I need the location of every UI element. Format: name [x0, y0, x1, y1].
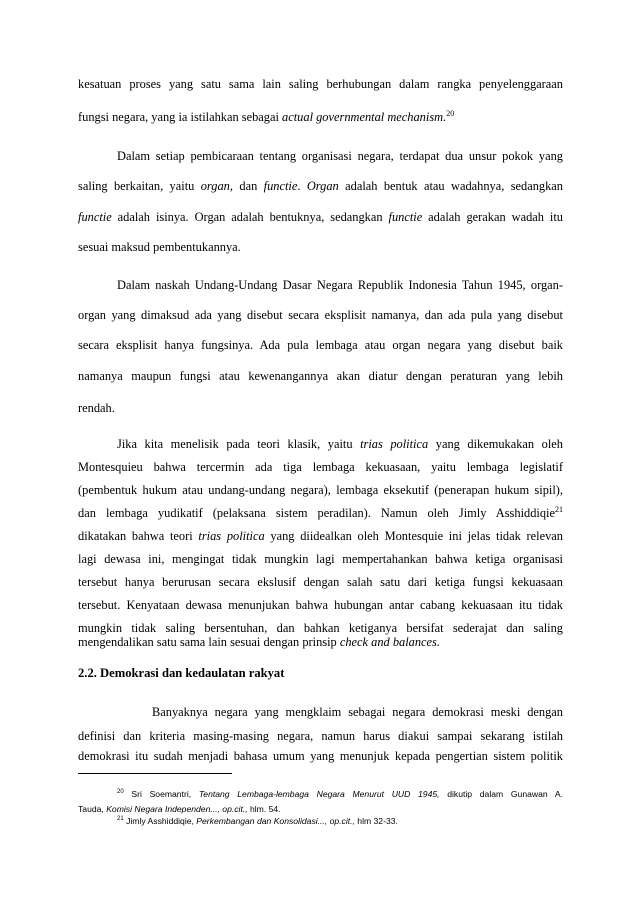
footnote-separator — [78, 773, 232, 774]
text: Tauda, — [78, 804, 107, 814]
paragraph-4-line-5 — [78, 528, 563, 544]
paragraph-4-line-6 — [78, 551, 563, 567]
italic-title: Perkembangan dan Konsolidasi..., op.cit., — [196, 816, 355, 826]
text: yang diidealkan oleh Montesquie ini jelas tidak relevan — [264, 529, 563, 543]
paragraph-1-line-2 — [78, 109, 563, 125]
text: . — [297, 179, 307, 193]
text: hlm. 54. — [247, 804, 281, 814]
text: kesatuan proses yang satu sama lain saling berhubungan dalam rangka penyelenggaraan — [78, 77, 563, 91]
text: Banyaknya negara yang mengklaim sebagai negara demokrasi meski dengan — [152, 705, 563, 719]
paragraph-2-line-3 — [78, 209, 563, 225]
text: adalah gerakan wadah itu — [422, 210, 563, 224]
text: mengendalikan satu sama lain sesuai dengan prinsip — [78, 635, 340, 649]
text: dan lembaga yudikatif (pelaksana sistem peradilan). Namun oleh Jimly Asshiddiqie — [78, 506, 555, 520]
footnote-20-line-2 — [78, 803, 563, 815]
paragraph-3-line-3 — [78, 337, 563, 353]
paragraph-3-line-4 — [78, 368, 563, 384]
text: lagi dewasa ini, mengingat tidak mungkin lagi mempertahankan bahwa ketiga organisasi — [78, 552, 563, 566]
italic-title: Komisi Negara Independen..., op.cit., — [106, 804, 248, 814]
italic-term: Organ — [306, 179, 339, 193]
paragraph-4-line-10 — [78, 634, 563, 650]
footnote-ref-20: 20 — [446, 109, 455, 118]
paragraph-5-line-2 — [78, 728, 563, 744]
text: adalah bentuk atau wadahnya, sedangkan — [338, 179, 564, 193]
paragraph-4-line-4 — [78, 505, 563, 521]
paragraph-3-line-2 — [78, 307, 563, 323]
text: organ yang dimaksud ada yang disebut secara eksplisit namanya, dan ada pula yang disebut — [78, 308, 563, 322]
text: Dalam setiap pembicaraan tentang organisasi negara, terdapat dua unsur pokok yang — [117, 149, 563, 163]
italic-term: organ, — [200, 179, 233, 193]
text: Montesquieu bahwa tercermin ada tiga lembaga kekuasaan, yaitu lembaga legislatif — [78, 460, 563, 474]
footnote-number: 20 — [117, 789, 124, 795]
paragraph-2-line-1 — [117, 148, 563, 164]
paragraph-5-line-1 — [152, 704, 563, 720]
footnote-21 — [117, 815, 563, 827]
italic-term: trias politica — [198, 529, 265, 543]
text: rendah. — [78, 401, 115, 415]
italic-term: trias politica — [360, 437, 429, 451]
text: tersebut hanya berurusan secara ekslusif dengan salah satu dari ketiga fungsi kekuasaan — [78, 575, 563, 589]
footnote-20-line-1 — [117, 788, 563, 800]
italic-term: check and balances. — [339, 635, 440, 649]
text: adalah isinya. Organ adalah bentuknya, sedangkan — [111, 210, 389, 224]
italic-term: functie — [388, 210, 423, 224]
italic-term: functie — [263, 179, 298, 193]
text: mungkin tidak saling bersentuhan, dan bahkan ketiganya bersifat sederajat dan saling — [78, 621, 563, 635]
italic-term: functie — [78, 210, 112, 224]
text: saling berkaitan, yaitu — [78, 179, 201, 193]
paragraph-4-line-8 — [78, 597, 563, 613]
paragraph-3-line-5 — [78, 400, 563, 416]
text: Jika kita menelisik pada teori klasik, yaitu — [117, 437, 361, 451]
paragraph-2-line-2 — [78, 178, 563, 194]
text: fungsi negara, yang ia istilahkan sebagai — [78, 110, 283, 124]
paragraph-3-line-1 — [117, 277, 563, 293]
italic-term: actual governmental mechanism. — [282, 110, 447, 124]
paragraph-4-line-7 — [78, 574, 563, 590]
text: Dalam naskah Undang-Undang Dasar Negara Republik Indonesia Tahun 1945, organ- — [117, 278, 563, 292]
paragraph-4-line-3 — [78, 482, 563, 498]
text: Sri Soemantri, — [123, 789, 199, 799]
paragraph-2-line-4 — [78, 239, 563, 255]
footnote-ref-21: 21 — [555, 505, 563, 514]
text: hlm 32-33. — [354, 816, 398, 826]
italic-title: Tentang Lembaga-lembaga Negara Menurut UUD 1945, — [198, 789, 440, 799]
text: secara eksplisit hanya fungsinya. Ada pula lembaga atau organ negara yang disebut baik — [78, 338, 563, 352]
text: dikatakan bahwa teori — [78, 529, 199, 543]
text: (pembentuk hukum atau undang-undang negara), lembaga eksekutif (penerapan hukum sipil), — [78, 483, 563, 497]
text: tersebut. Kenyataan dewasa menunjukan bahwa hubungan antar cabang kekuasaan itu tidak — [78, 598, 563, 612]
text: yang dikemukakan oleh — [428, 437, 563, 451]
text: sesuai maksud pembentukannya. — [78, 240, 241, 254]
section-heading: 2.2. Demokrasi dan kedaulatan rakyat — [78, 666, 285, 680]
text: definisi dan kriteria masing-masing negara, namun harus diakui sampai sekarang istilah — [78, 729, 563, 743]
paragraph-4-line-2 — [78, 459, 563, 475]
paragraph-4-line-1 — [117, 436, 563, 452]
paragraph-1-line-1 — [78, 76, 563, 92]
text: demokrasi itu sudah menjadi bahasa umum yang menunjuk kepada pengertian sistem politik — [78, 749, 563, 763]
text: dan — [232, 179, 264, 193]
text: Jimly Asshiddiqie, — [123, 816, 197, 826]
text: namanya maupun fungsi atau kewenangannya akan diatur dengan peraturan yang lebih — [78, 369, 563, 383]
footnote-number: 21 — [117, 816, 124, 822]
text: dikutip dalam Gunawan A. — [439, 789, 563, 799]
paragraph-5-line-3 — [78, 748, 563, 764]
